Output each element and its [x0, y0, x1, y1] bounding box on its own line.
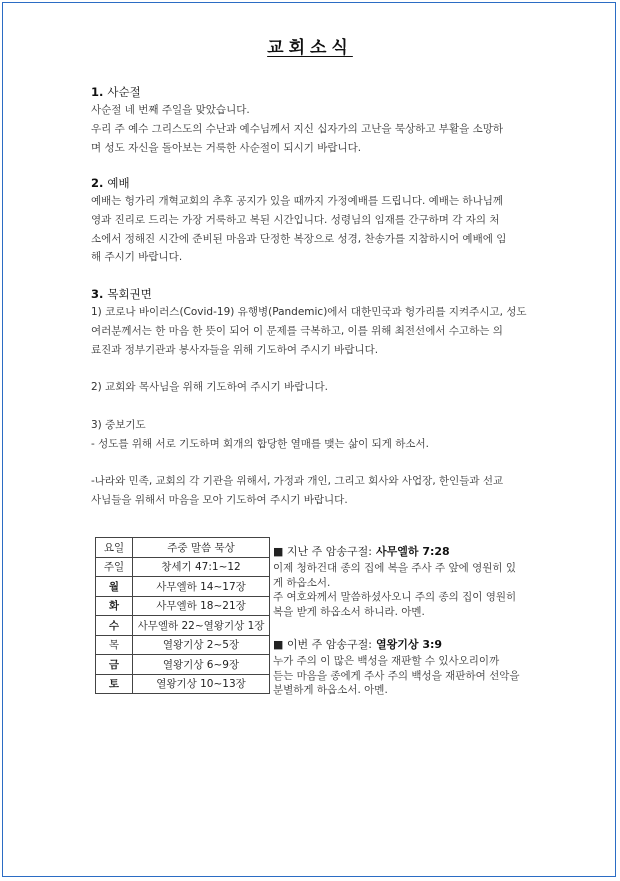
table-row	[96, 655, 270, 675]
table-row	[96, 557, 270, 577]
section-line: 사님들을 위해서 마음을 모아 기도하여 주시기 바랍니다.	[91, 493, 348, 506]
table-row	[96, 616, 270, 636]
memory-verse-this-week	[273, 636, 553, 698]
section-heading	[91, 174, 541, 192]
table-cell-day: 토	[96, 674, 133, 694]
section-line: 영과 진리로 드리는 가장 거룩하고 복된 시간입니다. 성령님의 임재를 간구하며 각 자의 처	[91, 213, 500, 226]
table-cell-passage: 열왕기상 6~9장	[133, 655, 270, 675]
section-line: 예배는 헝가리 개혁교회의 추후 공지가 있을 때까지 가정예배를 드립니다. 예배는 하나님께	[91, 195, 504, 207]
section-line: 1) 코로나 바이러스(Covid-19) 유행병(Pandemic)에서 대한민국과 헝가리를 지켜주시고, 성도	[91, 306, 527, 318]
table-cell-passage: 열왕기상 10~13장	[133, 674, 270, 694]
section-pastoral	[91, 285, 541, 510]
memory-verse-line: 이제 청하건대 종의 집에 복을 주사 주 앞에 영원히 있	[273, 562, 517, 574]
section-number: 2.	[91, 176, 104, 190]
table-header-passage: 주중 말씀 묵상	[133, 538, 270, 558]
section-line: 해 주시기 바랍니다.	[91, 251, 183, 264]
section-line: -나라와 민족, 교회의 각 기관을 위해서, 가정과 개인, 그리고 회사와 사업장, 한인들과 선교	[91, 475, 504, 488]
section-line: 료진과 정부기관과 봉사자들을 위해 기도하여 주시기 바랍니다.	[91, 343, 379, 356]
table-cell-day: 수	[96, 616, 133, 636]
table-cell-passage: 사무엘하 14~17장	[133, 577, 270, 597]
page-title	[3, 33, 617, 58]
section-line: 2) 교회와 목사님을 위해 기도하여 주시기 바랍니다.	[91, 381, 328, 394]
memory-verse-line: 주 여호와께서 말씀하셨사오니 주의 종의 집이 영원히	[273, 591, 517, 603]
memory-verse-reference: 열왕기상 3:9	[375, 638, 443, 651]
section-lent	[91, 83, 541, 157]
memory-verse-line: 분별하게 하옵소서. 아멘.	[273, 684, 388, 696]
section-line	[91, 453, 541, 472]
table-cell-day: 금	[96, 655, 133, 675]
memory-verse-line: 복을 받게 하옵소서 하니라. 아멘.	[273, 605, 425, 618]
table-header-day: 요일	[96, 538, 133, 558]
memory-verse-line: 듣는 마음을 종에게 주사 주의 백성을 재판하여 선악을	[273, 669, 520, 682]
table-row	[96, 635, 270, 655]
table-row	[96, 577, 270, 597]
table-row	[96, 596, 270, 616]
table-cell-day: 화	[96, 596, 133, 616]
section-line	[91, 397, 541, 416]
table-cell-passage: 사무엘하 18~21장	[133, 596, 270, 616]
page-title-text: 교회소식	[267, 38, 353, 58]
table-cell-passage: 열왕기상 2~5장	[133, 635, 270, 655]
memory-verse-line: 게 하옵소서.	[273, 576, 331, 589]
table-header-row	[96, 538, 270, 558]
section-line: 소에서 정해진 시간에 준비된 마음과 단정한 복장으로 성경, 찬송가를 지참하시어 예배에 임	[91, 232, 507, 245]
section-line: 3) 중보기도	[91, 418, 146, 431]
section-worship	[91, 174, 541, 267]
memory-verse-label: ■ 지난 주 암송구절:	[273, 545, 372, 558]
table-cell-day: 주일	[96, 557, 133, 577]
section-title: 목회권면	[107, 287, 152, 301]
table-cell-passage: 창세기 47:1~12	[133, 557, 270, 577]
memory-verse-label: ■ 이번 주 암송구절:	[273, 638, 372, 651]
bulletin-page	[2, 2, 616, 877]
memory-verse-reference: 사무엘하 7:28	[375, 545, 450, 558]
memory-verse-heading	[273, 543, 553, 561]
section-title: 사순절	[107, 85, 141, 99]
section-title: 예배	[107, 176, 130, 190]
memory-verse-last-week	[273, 543, 553, 619]
section-line	[91, 359, 541, 378]
section-line: - 성도를 위해 서로 기도하며 회개의 합당한 열매를 맺는 삶이 되게 하소서.	[91, 437, 429, 450]
section-heading	[91, 285, 541, 303]
section-line: 여러분께서는 한 마음 한 뜻이 되어 이 문제를 극복하고, 이를 위해 최전선에서 수고하는 의	[91, 324, 503, 337]
section-number: 1.	[91, 85, 104, 99]
table-cell-passage: 사무엘하 22~열왕기상 1장	[133, 616, 270, 636]
table-row	[96, 674, 270, 694]
memory-verse-heading	[273, 636, 553, 654]
section-line: 며 성도 자신을 돌아보는 거룩한 사순절이 되시기 바랍니다.	[91, 141, 362, 154]
table-cell-day: 목	[96, 635, 133, 655]
memory-verse-line: 누가 주의 이 많은 백성을 재판할 수 있사오리이까	[273, 655, 500, 667]
weekly-reading-table	[95, 537, 270, 694]
section-line: 우리 주 예수 그리스도의 수난과 예수님께서 지신 십자가의 고난을 묵상하고 부활을 소망하	[91, 122, 504, 135]
section-line: 사순절 네 번째 주일을 맞았습니다.	[91, 104, 250, 116]
section-heading	[91, 83, 541, 101]
table-cell-day: 월	[96, 577, 133, 597]
section-number: 3.	[91, 287, 104, 301]
